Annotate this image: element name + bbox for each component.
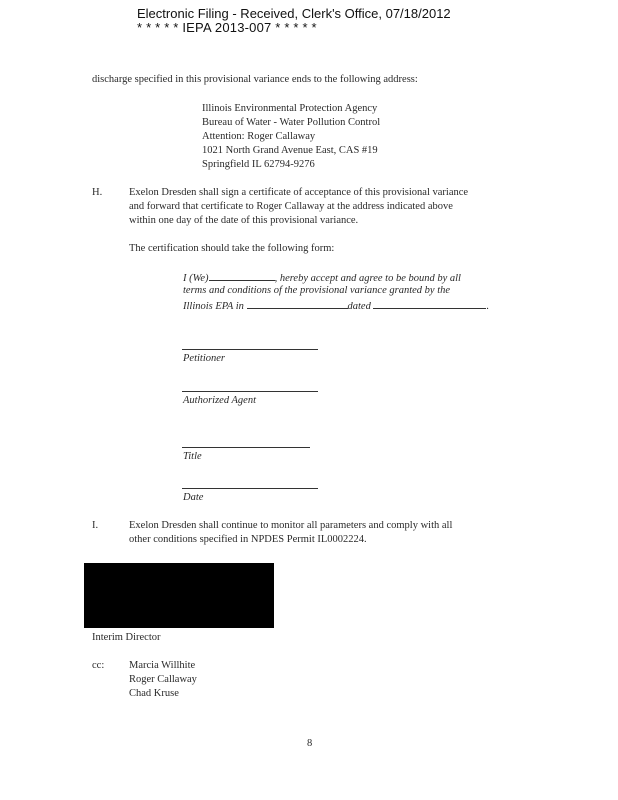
blank-date-line: [373, 298, 486, 309]
cert-text: I (We): [183, 273, 209, 284]
address-line: Bureau of Water - Water Pollution Control: [202, 117, 381, 128]
section-h-text: Exelon Dresden shall sign a certificate of acceptance of this provisional variance: [129, 187, 469, 198]
signature-line: [182, 391, 318, 392]
address-line: 1021 North Grand Avenue East, CAS #19: [202, 145, 378, 156]
cert-text: Illinois EPA in: [183, 301, 244, 312]
section-i-text: other conditions specified in NPDES Permit IL0002224.: [129, 534, 367, 545]
certification-line: terms and conditions of the provisional variance granted by the: [183, 285, 451, 296]
cert-text: , hereby accept and agree to be bound by all: [274, 273, 461, 284]
title-label: Title: [183, 451, 202, 462]
signature-line: [182, 349, 318, 350]
section-i-label: I.: [92, 520, 99, 531]
signature-line: [182, 488, 318, 489]
signature-line: [182, 447, 310, 448]
filing-stamp-line1: Electronic Filing - Received, Clerk's Office, 07/18/2012: [137, 6, 451, 21]
redacted-signature: [84, 563, 274, 628]
cc-name: Roger Callaway: [129, 674, 197, 685]
blank-name-line: [209, 270, 275, 281]
cert-text: dated: [347, 301, 371, 312]
address-line: Illinois Environmental Protection Agency: [202, 103, 378, 114]
page-number: 8: [307, 738, 313, 749]
authorized-agent-label: Authorized Agent: [183, 395, 257, 406]
address-line: Attention: Roger Callaway: [202, 131, 316, 142]
section-h-label: H.: [92, 187, 103, 198]
section-h-text: and forward that certificate to Roger Callaway at the address indicated above: [129, 201, 453, 212]
certification-intro: The certification should take the following form:: [129, 243, 335, 254]
cert-text: .: [486, 301, 490, 312]
cc-name: Chad Kruse: [129, 688, 179, 699]
filing-stamp-line2: * * * * * IEPA 2013-007 * * * * *: [137, 20, 317, 35]
date-label: Date: [183, 492, 204, 503]
section-i-text: Exelon Dresden shall continue to monitor all parameters and comply with all: [129, 520, 453, 531]
blank-location-line: [247, 298, 348, 309]
address-line: Springfield IL 62794-9276: [202, 159, 315, 170]
cc-label: cc:: [92, 660, 105, 671]
intro-line: discharge specified in this provisional variance ends to the following address:: [92, 74, 418, 85]
cc-name: Marcia Willhite: [129, 660, 196, 671]
section-h-text: within one day of the date of this provisional variance.: [129, 215, 359, 226]
signatory-title: Interim Director: [92, 632, 161, 643]
certification-line: [183, 298, 489, 314]
petitioner-label: Petitioner: [183, 353, 225, 364]
